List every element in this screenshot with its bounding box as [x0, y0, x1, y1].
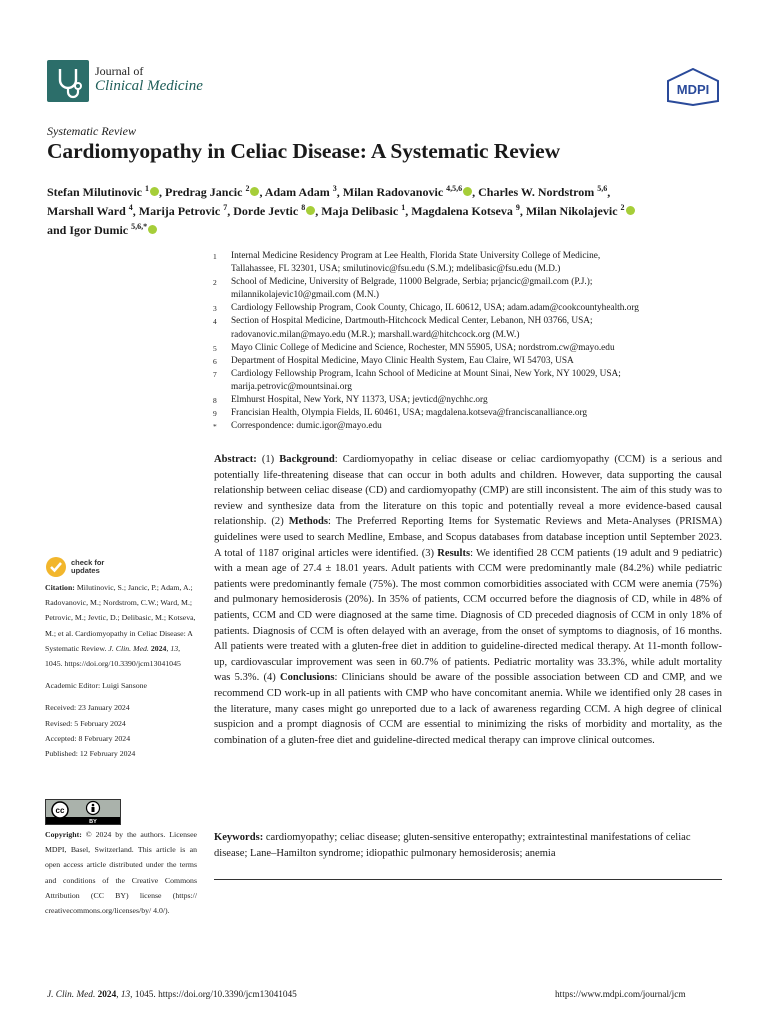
abstract-s1-text: : Cardiomyopathy in celiac disease or celiac cardiomyopathy (CCM) is a serious and potentially life-threatening disease that can occur in both adults and children. However, data supporting the causal relationship between celiac disease (CD) and cardiomyopathy (CMP) are still inconsistent. The aim of this study was to review and synthesize data from the literature on this topic and potentially reveal a more evidence-based causal relationship. — [214, 454, 723, 528]
author-separator: , — [132, 204, 139, 218]
affiliation-item — [213, 342, 728, 355]
author-affiliation-sup: 1 — [401, 203, 406, 212]
stethoscope-icon — [47, 60, 89, 102]
keywords-label: Keywords: — [214, 832, 264, 843]
affiliation-text: marija.petrovic@mountsinai.org — [231, 381, 352, 392]
author-name: Adam Adam — [264, 185, 330, 199]
orcid-icon[interactable] — [148, 225, 157, 234]
affiliation-number: 3 — [213, 304, 217, 314]
abstract — [214, 452, 722, 748]
cc-by-license-badge[interactable] — [45, 799, 121, 825]
author-affiliation-sup: 3 — [332, 184, 337, 193]
affiliation-item — [213, 368, 728, 394]
citation-doi[interactable]: , 1045. https://doi.org/10.3390/jcm13041045 — [45, 643, 181, 669]
author-separator: , — [159, 185, 165, 199]
abstract-s3-heading: Results — [437, 547, 471, 559]
author-affiliation-sup: 7 — [223, 203, 228, 212]
citation-label: Citation: — [45, 583, 75, 592]
affiliation-text: Section of Hospital Medicine, Dartmouth-Hitchcock Medical Center, Lebanon, NH 03766, USA; — [231, 316, 593, 327]
affiliation-text: Tallahassee, FL 32301, USA; smilutinovic@fsu.edu (S.M.); mdelibasic@fsu.edu (M.D.) — [231, 264, 561, 275]
affiliation-item — [213, 276, 728, 302]
by-label: BY — [89, 819, 97, 824]
citation-year: 2024 — [150, 643, 167, 653]
affiliation-number: 4 — [213, 317, 217, 327]
affiliation-text: Cardiology Fellowship Program, Icahn School of Medicine at Mount Sinai, New York, NY 10029, USA; — [231, 368, 621, 379]
author-name: Stefan Milutinovic — [47, 185, 142, 199]
abstract-s1-heading: Background — [279, 454, 335, 465]
keywords-text: cardiomyopathy; celiac disease; gluten-sensitive enteropathy; extraintestinal manifestations of celiac disease; Lane–Hamilton syndrome; idiopathic pulmonary hemosiderosis; anemia — [214, 832, 691, 859]
attribution-icon — [92, 804, 95, 807]
affiliation-number: 5 — [213, 343, 217, 353]
affiliation-item — [213, 420, 728, 433]
affiliation-number: 6 — [213, 356, 217, 366]
affiliation-number: * — [213, 422, 217, 432]
affiliation-text: School of Medicine, University of Belgrade, 11000 Belgrade, Serbia; prjancic@gmail.com (P.J.); — [231, 277, 593, 288]
affiliations-list — [213, 250, 728, 433]
affiliation-text: Correspondence: dumic.igor@mayo.edu — [231, 421, 382, 432]
author-name: Marija Petrovic — [138, 204, 221, 218]
mdpi-logo — [666, 68, 720, 106]
affiliation-item — [213, 355, 728, 368]
footer-year: 2024 — [97, 990, 117, 1000]
revised-date: Revised: 5 February 2024 — [45, 718, 126, 728]
author-separator: , — [519, 204, 526, 218]
affiliation-text: Mayo Clinic College of Medicine and Science, Rochester, MN 55905, USA; nordstrom.cw@mayo.edu — [231, 342, 615, 353]
received-date: Received: 23 January 2024 — [45, 703, 130, 713]
divider — [214, 879, 722, 880]
footer-doi-link[interactable]: , 1045. https://doi.org/10.3390/jcm13041045 — [130, 990, 297, 1000]
author-name: Milan Nikolajevic — [525, 204, 618, 218]
affiliation-number: 7 — [213, 369, 217, 379]
abstract-s4-heading: Conclusions — [280, 672, 335, 684]
citation: Citation: Milutinovic, S.; Jancic, P.; Adam, A.; Radovanovic, M.; Nordstrom, C.W.; Ward, M.; Petrovic, M.; Jevtic, D.; Delibasic, M.; Kotseva, M.; et al. Cardiomyopathy in Celiac Disease: A Systematic Review. J. Clin. Med. 2024, 13, 1045. https://doi.org/10.3390/jcm13041045 — [45, 583, 196, 669]
mdpi-logo-text: MDPI — [676, 82, 710, 97]
author-separator: , — [336, 185, 343, 199]
check-updates-icon — [45, 556, 67, 578]
affiliation-item — [213, 302, 728, 315]
abstract-s4-num: (4) — [263, 672, 276, 684]
cc-icon: cc — [55, 806, 65, 815]
author-affiliation-sup: 4,5,6 — [446, 184, 463, 193]
author-name: Magdalena Kotseva — [411, 204, 513, 218]
author-affiliation-sup: 4 — [128, 203, 133, 212]
abstract-s2-heading: Methods — [288, 516, 328, 528]
journal-name-line2: Clinical Medicine — [95, 78, 203, 94]
author-separator: , — [227, 204, 234, 218]
author-separator: , — [607, 185, 611, 199]
footer-volume: 13 — [120, 990, 131, 1000]
author-name: Marshall Ward — [47, 204, 126, 218]
author-affiliation-sup: 9 — [515, 203, 520, 212]
author-name: Milan Radovanovic — [342, 185, 444, 199]
affiliation-number: 1 — [213, 252, 217, 261]
journal-name — [95, 64, 203, 94]
copyright-notice — [45, 827, 197, 918]
affiliation-text: Elmhurst Hospital, New York, NY 11373, USA; jevticd@nychhc.org — [231, 395, 488, 406]
author-separator: , — [315, 204, 322, 218]
affiliation-text: Department of Hospital Medicine, Mayo Clinic Health System, Eau Claire, WI 54703, USA — [231, 355, 574, 366]
academic-editor: Academic Editor: Luigi Sansone — [45, 681, 147, 691]
copyright-text: © 2024 by the authors. Licensee MDPI, Basel, Switzerland. This article is an open access article distributed under the terms and conditions of the Creative Commons Attribution (CC BY) license (https:// creativecommons.org/licenses/by/ 4.0/). — [45, 830, 197, 916]
author-name: Charles W. Nordstrom — [478, 185, 595, 199]
page-title: Cardiomyopathy in Celiac Disease: A Systematic Review — [47, 139, 561, 163]
author-affiliation-sup: 8 — [301, 203, 306, 212]
abstract-s2-num: (2) — [271, 516, 284, 528]
affiliation-text: Internal Medicine Residency Program at Lee Health, Florida State University College of Medicine, — [231, 251, 601, 261]
keywords — [214, 830, 722, 861]
affiliation-text: radovanovic.milan@mayo.edu (M.R.); marshall.ward@hitchcock.org (M.W.) — [231, 329, 520, 340]
affiliation-number: 2 — [213, 278, 217, 288]
author-affiliation-sup: 5,6 — [597, 184, 608, 193]
orcid-icon[interactable] — [306, 206, 315, 215]
affiliation-text: Francisian Health, Olympia Fields, IL 60461, USA; magdalena.kotseva@franciscanalliance.org — [231, 408, 588, 419]
orcid-icon[interactable] — [463, 187, 472, 196]
journal-logo — [47, 60, 89, 102]
footer-citation: J. Clin. Med. 2024, 13, 1045. https://doi.org/10.3390/jcm13041045 — [47, 990, 297, 1000]
orcid-icon[interactable] — [626, 206, 635, 215]
author-affiliation-sup: 5,6,* — [131, 222, 148, 231]
affiliation-item — [213, 250, 728, 276]
abstract-s1-num: (1) — [261, 454, 275, 465]
affiliation-item — [213, 407, 728, 420]
abstract-s4-text: : Clinicians should be aware of the possible association between CD and CMP, and we recommend CD work-up in all patients with CMP who have concomitant anemia. While we identified only 28 cases in the literature, many cases might go unreported due to a lack of awareness regarding CCM. A high degree of clinical suspicion and a prompt diagnosis of CCM are essential to minimizing the risks of morbidity and mortality, as the combination of a gluten-free diet and guideline-directed medical therapy can improve clinical outcomes. — [214, 672, 723, 746]
author-affiliation-sup: 2 — [245, 184, 250, 193]
footer-journal-link[interactable]: https://www.mdpi.com/journal/jcm — [555, 990, 686, 1000]
citation-volume: 13 — [170, 643, 179, 653]
check-updates-line2: updates — [71, 566, 100, 575]
journal-name-line1: Journal of — [95, 64, 144, 78]
citation-text: Milutinovic, S.; Jancic, P.; Adam, A.; Radovanovic, M.; Nordstrom, C.W.; Ward, M.; Petrovic, M.; Jevtic, D.; Delibasic, M.; Kotseva, M.; et al. Cardiomyopathy in Celiac Disease: A Systematic Review. — [45, 583, 196, 653]
affiliation-item — [213, 394, 728, 407]
author-affiliation-sup: 2 — [620, 203, 625, 212]
check-for-updates-button[interactable] — [45, 556, 104, 578]
abstract-s2-text: : The Preferred Reporting Items for Systematic Reviews and Meta-Analyses (PRISMA) guidelines were used to search Medline, Embase, and Scopus databases from database inception until September 2023. A total of 1187 original articles were identified. — [214, 516, 723, 559]
author-name: and Igor Dumic — [47, 223, 129, 237]
affiliation-number: 9 — [213, 409, 217, 419]
author-list — [47, 181, 727, 238]
abstract-label: Abstract: — [214, 454, 257, 465]
author-affiliation-sup: 1 — [145, 184, 149, 193]
sidebar — [45, 580, 197, 761]
check-updates-line1: check for — [71, 558, 105, 567]
affiliation-text: milannikolajevic10@gmail.com (M.N.) — [231, 290, 379, 301]
author-name: Maja Delibasic — [321, 204, 399, 218]
published-date: Published: 12 February 2024 — [45, 749, 136, 759]
author-separator: , — [405, 204, 412, 218]
orcid-icon[interactable] — [150, 187, 159, 196]
author-name: Dorde Jevtic — [233, 204, 299, 218]
author-name: Predrag Jancic — [165, 185, 243, 199]
abstract-s3-num: (3) — [421, 547, 435, 559]
copyright-label: Copyright: — [45, 830, 82, 839]
author-separator: , — [259, 185, 265, 199]
affiliation-item — [213, 315, 728, 341]
abstract-s3-text: : We identified 28 CCM patients (19 adult and 9 pediatric) with a mean age of 27.4 ± 18.01 years. Adult patients with CCM were predominantly male (84.2%) while pediatric patients were predominantly female (75%). The most common comorbidities associated with CCM were anemia (75%) and pulmonary hemosiderosis (20%). In 35% of patients, CCM occurred before the diagnosis of CD, while in 48% of patients, CCM and CD were diagnosed at the same time. Diagnosis of CD preceded diagnosis of CCM in only 18% of patients. Diagnosis of CCM is often delayed with an average, from the onset of symptoms to diagnosis, of 16 months. All patients were treated with a gluten-free diet in addition to guideline-directed medical therapy. At 11-month follow-up, cardiovascular improvement was seen in 60.7% of patients. Pediatric mortality was 33.3%, while adult mortality was 5.3%. — [214, 547, 723, 684]
citation-journal: J. Clin. Med. — [108, 643, 149, 653]
article-type: Systematic Review — [47, 124, 136, 138]
author-separator: , — [472, 185, 479, 199]
affiliation-number: 8 — [213, 396, 217, 406]
footer-journal: J. Clin. Med. — [47, 990, 96, 1000]
affiliation-text: Cardiology Fellowship Program, Cook County, Chicago, IL 60612, USA; adam.adam@cookcountyhealth.org — [231, 303, 639, 314]
accepted-date: Accepted: 8 February 2024 — [45, 733, 131, 743]
